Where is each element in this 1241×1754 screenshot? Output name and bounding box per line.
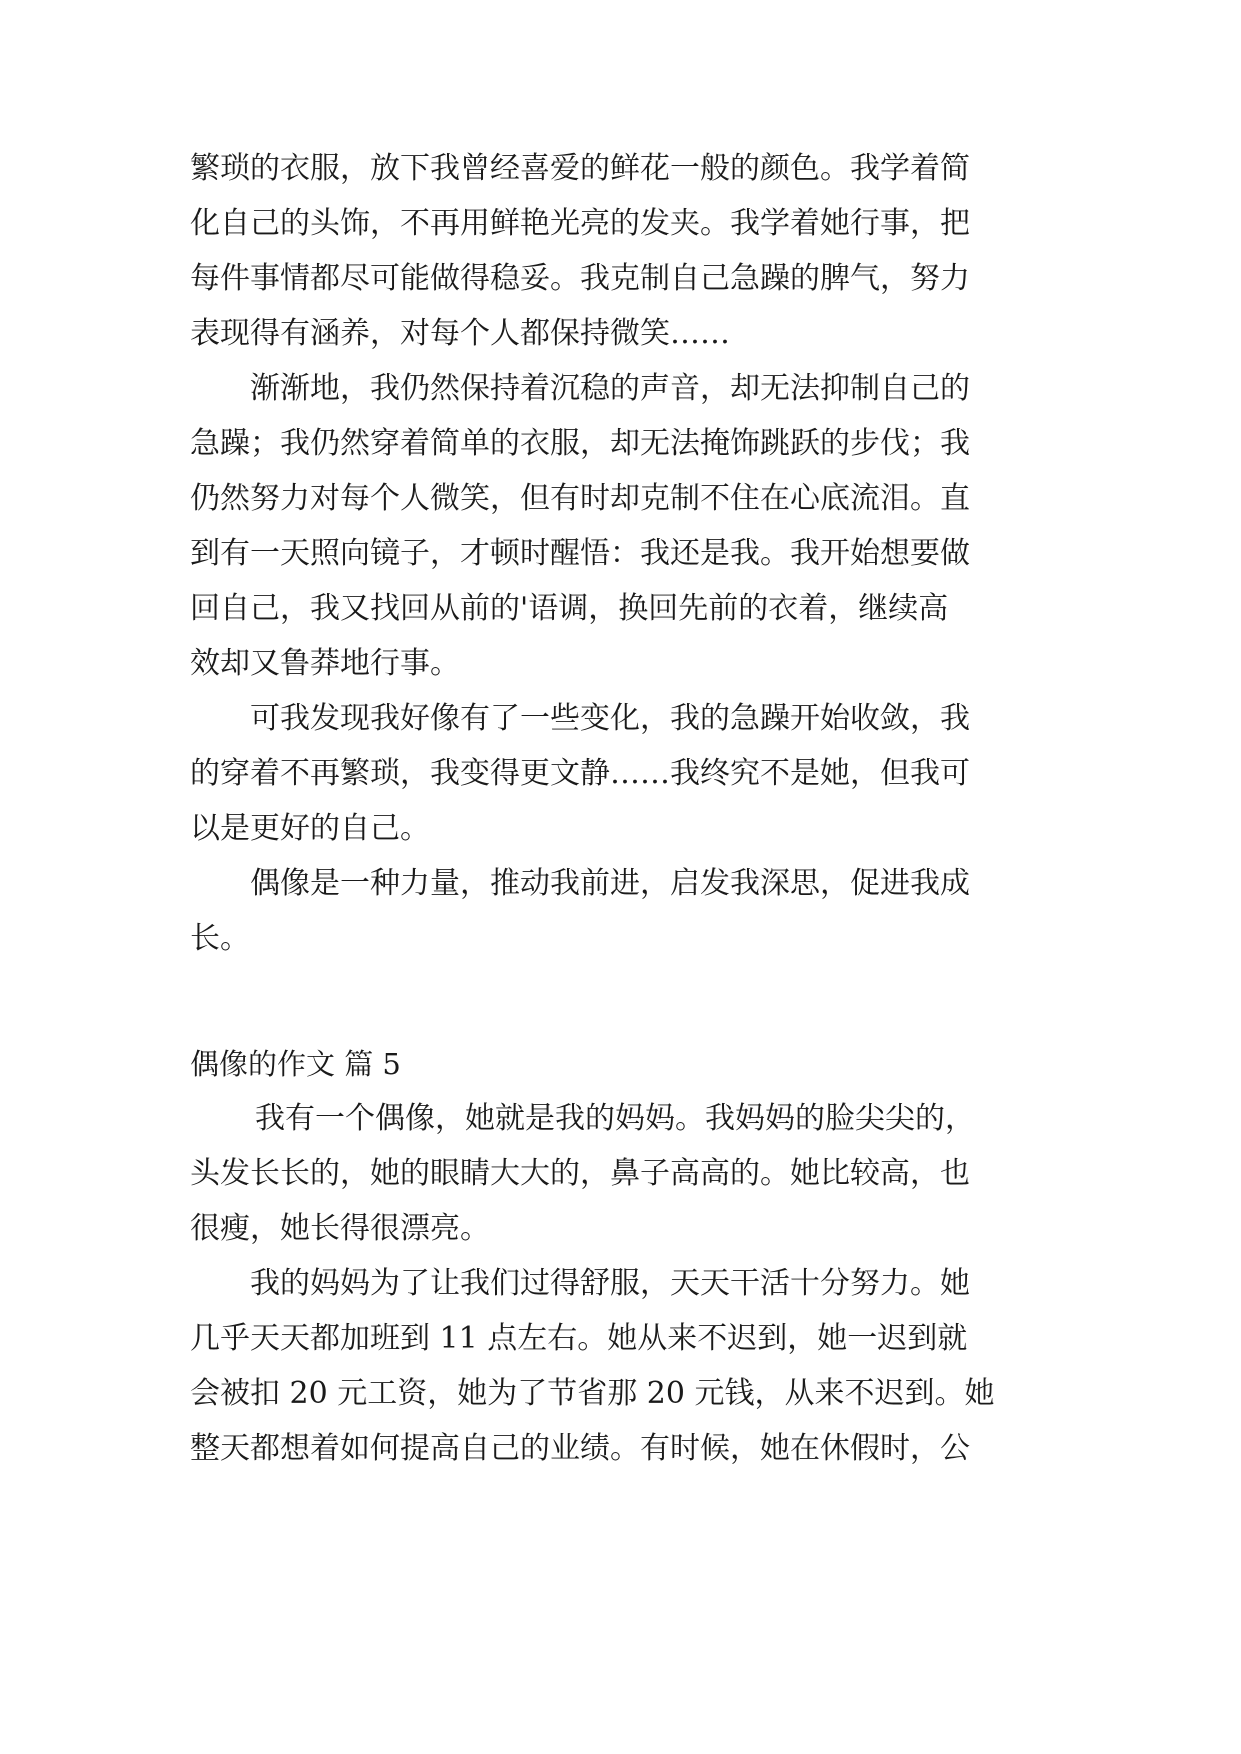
paragraph-first-line: 我有一个偶像，她就是我的妈妈。我妈妈的脸尖尖的， [255,1101,975,1136]
paragraph-line: 以是更好的自己。 [190,811,430,846]
paragraph-line: 繁琐的衣服，放下我曾经喜爱的鲜花一般的颜色。我学着简 [190,151,970,186]
paragraph-line: 整天都想着如何提高自己的业绩。有时候，她在休假时，公 [190,1431,970,1466]
paragraph-first-line: 可我发现我好像有了一些变化，我的急躁开始收敛，我 [250,701,970,736]
section-heading: 偶像的作文 篇 5 [190,1047,401,1081]
paragraph-line: 到有一天照向镜子，才顿时醒悟：我还是我。我开始想要做 [190,536,970,571]
paragraph-line: 会被扣 20 元工资，她为了节省那 20 元钱，从来不迟到。她 [190,1376,995,1411]
paragraph-line: 仍然努力对每个人微笑，但有时却克制不住在心底流泪。直 [190,481,970,516]
paragraph-line: 几乎天天都加班到 11 点左右。她从来不迟到，她一迟到就 [190,1321,968,1356]
paragraph-line: 表现得有涵养，对每个人都保持微笑…… [190,316,730,351]
paragraph-first-line: 我的妈妈为了让我们过得舒服，天天干活十分努力。她 [250,1266,970,1301]
paragraph-line: 效却又鲁莽地行事。 [190,646,460,681]
paragraph-line: 长。 [190,921,250,956]
paragraph-line: 急躁；我仍然穿着简单的衣服，却无法掩饰跳跃的步伐；我 [190,426,970,461]
paragraph-first-line: 偶像是一种力量，推动我前进，启发我深思，促进我成 [250,866,970,901]
paragraph-line: 的穿着不再繁琐，我变得更文静……我终究不是她，但我可 [190,756,970,791]
paragraph-line: 头发长长的，她的眼睛大大的，鼻子高高的。她比较高，也 [190,1156,970,1191]
paragraph-line: 回自己，我又找回从前的'语调，换回先前的衣着，继续高 [190,591,949,626]
paragraph-line: 每件事情都尽可能做得稳妥。我克制自己急躁的脾气，努力 [190,261,970,296]
paragraph-line: 很瘦，她长得很漂亮。 [190,1211,490,1246]
paragraph-first-line: 渐渐地，我仍然保持着沉稳的声音，却无法抑制自己的 [250,371,970,406]
paragraph-line: 化自己的头饰，不再用鲜艳光亮的发夹。我学着她行事，把 [190,206,970,241]
